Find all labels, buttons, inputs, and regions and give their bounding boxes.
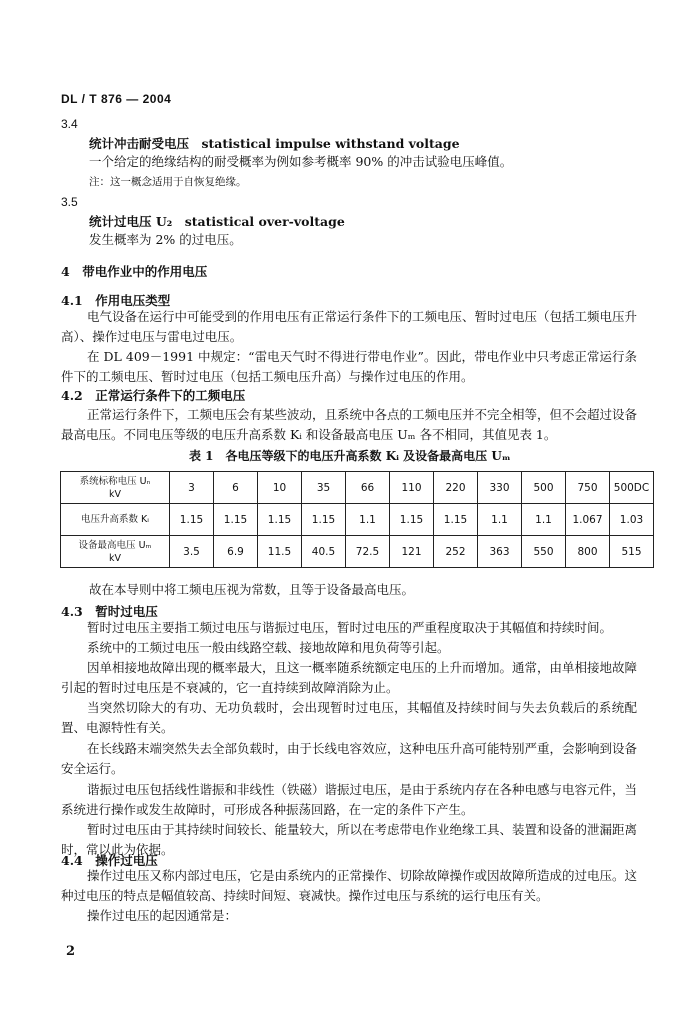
- table-cell: 1.15: [390, 504, 434, 536]
- table-cell: 3.5: [170, 536, 214, 568]
- section-4-title: 4 带电作业中的作用电压: [61, 264, 208, 279]
- table-cell: 35: [302, 472, 346, 504]
- table-cell: 121: [390, 536, 434, 568]
- table-cell: 1.15: [170, 504, 214, 536]
- table-cell: 750: [566, 472, 610, 504]
- voltage-table: [60, 471, 654, 568]
- row-header: 系统标称电压 Uₙ kV: [61, 472, 170, 504]
- table-cell: 6: [214, 472, 258, 504]
- section-4-3-paragraph-6: 谐振过电压包括线性谐振和非线性（铁磁）谐振过电压，是由于系统内存在各种电感与电容元件，当系统进行操作或发生故障时，可形成各种振荡回路，在一定的条件下产生。: [61, 782, 638, 817]
- section-3-5-definition: 发生概率为 2% 的过电压。: [89, 232, 242, 247]
- section-4-3-paragraph-5: 在长线路末端突然失去全部负载时，由于长线电容效应，这种电压升高可能特别严重，会影响到设备安全运行。: [61, 741, 638, 776]
- table-cell: 72.5: [346, 536, 390, 568]
- table-cell: 1.1: [346, 504, 390, 536]
- table-cell: 110: [390, 472, 434, 504]
- table-cell: 363: [478, 536, 522, 568]
- page-number: 2: [66, 944, 76, 959]
- table-cell: 1.15: [214, 504, 258, 536]
- table-row: [61, 536, 654, 568]
- table-cell: 40.5: [302, 536, 346, 568]
- table-cell: 252: [434, 536, 478, 568]
- table-cell: 11.5: [258, 536, 302, 568]
- table-cell: 1.03: [610, 504, 654, 536]
- table-cell: 550: [522, 536, 566, 568]
- table-cell: 515: [610, 536, 654, 568]
- table-row: [61, 504, 654, 536]
- section-3-4-number: 3.4: [61, 117, 78, 131]
- table-cell: 1.15: [434, 504, 478, 536]
- section-3-4-note: 注：这一概念适用于自恢复绝缘。: [89, 176, 247, 188]
- section-4-4-title: 4.4 操作过电压: [61, 853, 158, 868]
- section-4-3-paragraph-1: 暂时过电压主要指工频过电压与谐振过电压，暂时过电压的严重程度取决于其幅值和持续时间。: [87, 620, 613, 635]
- table-cell: 1.1: [478, 504, 522, 536]
- section-3-4-definition: 一个给定的绝缘结构的耐受概率为例如参考概率 90% 的冲击试验电压峰值。: [89, 154, 513, 169]
- section-4-4-paragraph-2: 操作过电压的起因通常是：: [87, 908, 238, 923]
- section-4-1-paragraph-2: 在 DL 409－1991 中规定：“雷电天气时不得进行带电作业”。因此，带电作业中只考虑正常运行条件下的工频电压、暂时过电压（包括工频电压升高）与操作过电压的作用。: [61, 349, 637, 384]
- table-cell: 220: [434, 472, 478, 504]
- section-4-2-paragraph-1: 正常运行条件下，工频电压会有某些波动，且系统中各点的工频电压并不完全相等，但不会超过设备最高电压。不同电压等级的电压升高系数 Kᵢ 和设备最高电压 Uₘ 各不相同，其值见表 1。: [61, 407, 638, 442]
- section-4-4-paragraph-1: 操作过电压又称内部过电压，它是由系统内的正常操作、切除故障操作或因故障所造成的过电压。这种过电压的特点是幅值较高、持续时间短、衰减快。操作过电压与系统的运行电压有关。: [61, 868, 638, 903]
- section-4-3-paragraph-7: 暂时过电压由于其持续时间较长、能量较大，所以在考虑带电作业绝缘工具、装置和设备的泄漏距离时，常以此为依据。: [61, 822, 638, 857]
- section-4-1-title: 4.1 作用电压类型: [61, 293, 171, 308]
- table-cell: 3: [170, 472, 214, 504]
- section-4-3-title: 4.3 暂时过电压: [61, 604, 158, 619]
- table-cell: 1.067: [566, 504, 610, 536]
- table-cell: 800: [566, 536, 610, 568]
- section-3-5-number: 3.5: [61, 195, 78, 209]
- section-4-3-paragraph-2: 系统中的工频过电压一般由线路空载、接地故障和甩负荷等引起。: [87, 640, 450, 655]
- table-cell: 500: [522, 472, 566, 504]
- after-table-text: 故在本导则中将工频电压视为常数，且等于设备最高电压。: [89, 582, 415, 597]
- table-cell: 1.15: [302, 504, 346, 536]
- table-cell: 500DC: [610, 472, 654, 504]
- section-4-1-paragraph-1: 电气设备在运行中可能受到的作用电压有正常运行条件下的工频电压、暂时过电压（包括工频电压升高）、操作过电压与雷电过电压。: [61, 309, 638, 344]
- section-4-3-paragraph-4: 当突然切除大的有功、无功负载时，会出现暂时过电压，其幅值及持续时间与失去负载后的系统配置、电源特性有关。: [61, 700, 637, 735]
- table-cell: 330: [478, 472, 522, 504]
- table-cell: 1.15: [258, 504, 302, 536]
- row-header: 设备最高电压 Uₘ kV: [61, 536, 170, 568]
- table-cell: 10: [258, 472, 302, 504]
- table-cell: 1.1: [522, 504, 566, 536]
- table-row: [61, 472, 654, 504]
- table-1-caption: 表 1 各电压等级下的电压升高系数 Kᵢ 及设备最高电压 Uₘ: [189, 449, 511, 463]
- row-header: 电压升高系数 Kᵢ: [61, 504, 170, 536]
- section-4-2-title: 4.2 正常运行条件下的工频电压: [61, 388, 246, 403]
- section-4-3-paragraph-3: 因单相接地故障出现的概率最大，且这一概率随系统额定电压的上升而增加。通常，由单相接地故障引起的暂时过电压是不衰减的，它一直持续到故障消除为止。: [61, 660, 638, 695]
- document-header: DL / T 876 — 2004: [61, 92, 172, 106]
- section-3-4-title: 统计冲击耐受电压 statistical impulse withstand voltage: [89, 136, 460, 151]
- table-cell: 6.9: [214, 536, 258, 568]
- section-3-5-title: 统计过电压 U₂ statistical over-voltage: [89, 214, 345, 229]
- table-cell: 66: [346, 472, 390, 504]
